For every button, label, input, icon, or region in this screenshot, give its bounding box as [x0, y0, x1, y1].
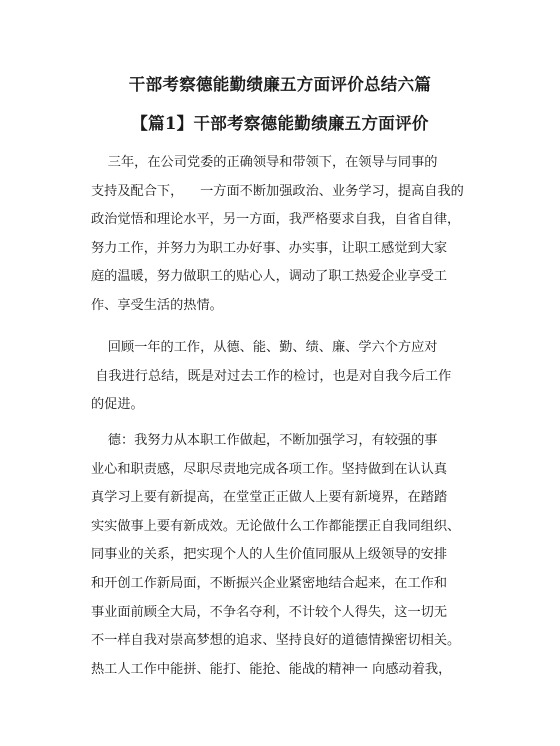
paragraph-line: 支持及配合下， 一方面不断加强政治、业务学习，提高自我的: [91, 183, 464, 199]
paragraph-3: [91, 427, 487, 684]
document-title: 干部考察德能勤绩廉五方面评价总结六篇: [128, 75, 432, 94]
paragraph-line: 自我进行总结，既是对过去工作的检讨，也是对自我今后工作: [91, 368, 452, 384]
paragraph-line: 政治觉悟和理论水平，另一方面，我严格要求自我，自省自律，: [91, 212, 461, 228]
paragraph-line: 的促进。: [91, 397, 144, 413]
paragraph-line: 三年，在公司党委的正确领导和带领下，在领导与同事的: [91, 155, 438, 170]
paragraph-line: 热工人工作中能拼、能打、能抢、能战的精神一 向感动着我，: [91, 661, 452, 677]
paragraph-line: 努力工作，并努力为职工办好事、办实事，让职工感觉到大家: [91, 240, 448, 256]
paragraph-line: 事业面前顾全大局，不争名夺利，不计较个人得失，这一切无: [91, 604, 448, 620]
paragraph-line: 真学习上要有新提高，在堂堂正正做人上要有新境界，在踏踏: [91, 490, 448, 506]
paragraph-2: [91, 334, 487, 420]
paragraph-line: 同事业的关系，把实现个人的人生价值同服从上级领导的安排: [91, 547, 448, 563]
section-title: 【篇1】干部考察德能勤绩廉五方面评价: [131, 114, 429, 133]
paragraph-line: 不一样自我对崇高梦想的追求、坚持良好的道德情操密切相关。: [91, 633, 461, 649]
paragraph-line: 回顾一年的工作，从德、能、勤、绩、廉、学六个方应对: [91, 340, 438, 355]
paragraph-line: 和开创工作新局面，不断振兴企业紧密地结合起来，在工作和: [91, 575, 448, 591]
paragraph-line: 德：我努力从本职工作做起，不断加强学习，有较强的事: [91, 433, 438, 448]
paragraph-line: 业心和职责感，尽职尽责地完成各项工作。坚持做到在认认真: [91, 461, 448, 477]
paragraph-line: 实实做事上要有新成效。无论做什么工作都能摆正自我同组织、: [91, 518, 461, 534]
paragraph-line: 庭的温暖，努力做职工的贴心人，调动了职工热爱企业享受工: [91, 269, 448, 285]
paragraph-line: 作、享受生活的热情。: [91, 297, 223, 313]
paragraph-1: [91, 149, 487, 321]
